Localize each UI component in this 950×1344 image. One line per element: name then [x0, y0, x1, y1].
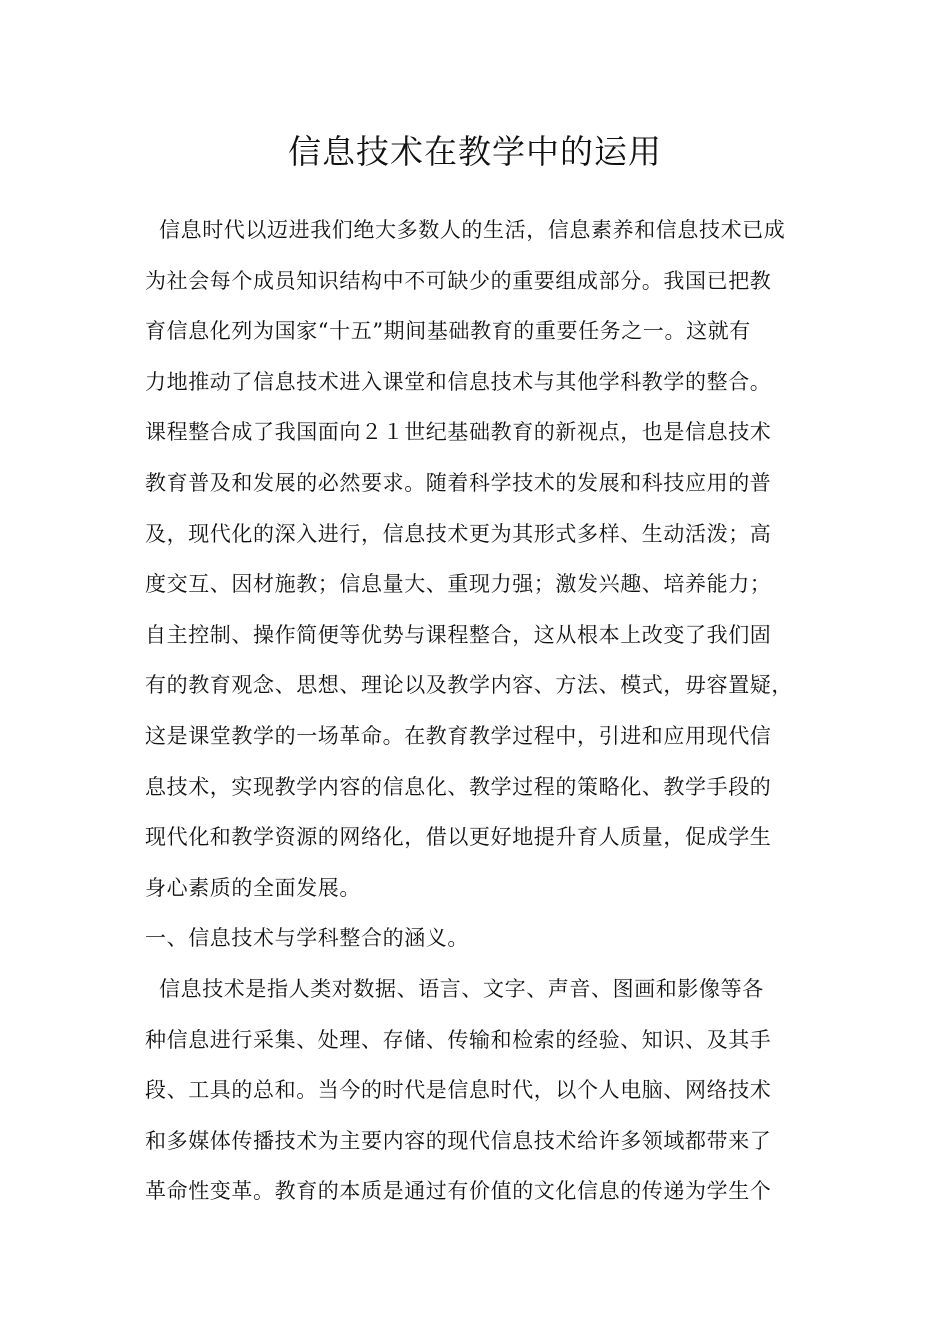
paragraph-line: 自主控制、操作简便等优势与课程整合，这从根本上改变了我们固: [145, 622, 772, 647]
paragraph-line: 息技术，实现教学内容的信息化、教学过程的策略化、教学手段的: [145, 774, 772, 799]
paragraph-line: 革命性变革。教育的本质是通过有价值的文化信息的传递为学生个: [145, 1179, 772, 1204]
paragraph-line: 为社会每个成员知识结构中不可缺少的重要组成部分。我国已把教: [145, 268, 772, 293]
paragraph-line: 这是课堂教学的一场革命。在教育教学过程中，引进和应用现代信: [145, 723, 772, 748]
paragraph-line: 信息技术是指人类对数据、语言、文字、声音、图画和影像等各: [159, 976, 764, 1001]
paragraph-line: 及，现代化的深入进行，信息技术更为其形式多样、生动活泼；高: [145, 521, 772, 546]
paragraph-line: 段、工具的总和。当今的时代是信息时代，以个人电脑、网络技术: [145, 1078, 772, 1103]
paragraph-line: 力地推动了信息技术进入课堂和信息技术与其他学科教学的整合。: [145, 369, 772, 394]
section-heading: 一、信息技术与学科整合的涵义。: [145, 926, 469, 951]
paragraph-line: 有的教育观念、思想、理论以及教学内容、方法、模式，毋容置疑，: [145, 673, 793, 698]
paragraph-line: 育信息化列为国家“十五”期间基础教育的重要任务之一。这就有: [145, 319, 751, 344]
paragraph-line: 现代化和教学资源的网络化，借以更好地提升育人质量，促成学生: [145, 825, 772, 850]
paragraph-line: 种信息进行采集、处理、存储、传输和检索的经验、知识、及其手: [145, 1027, 772, 1052]
paragraph-line: 和多媒体传播技术为主要内容的现代信息技术给许多领域都带来了: [145, 1128, 772, 1153]
paragraph-line: 课程整合成了我国面向２１世纪基础教育的新视点，也是信息技术: [145, 420, 772, 445]
paragraph-line: 教育普及和发展的必然要求。随着科学技术的发展和科技应用的普: [145, 470, 772, 495]
paragraph-line: 信息时代以迈进我们绝大多数人的生活，信息素养和信息技术已成: [159, 218, 786, 242]
document-body: [145, 205, 825, 1217]
paragraph-line: 度交互、因材施教；信息量大、重现力强；激发兴趣、培养能力；: [145, 572, 772, 597]
paragraph-line: 身心素质的全面发展。: [145, 875, 361, 900]
document-title: 信息技术在教学中的运用: [288, 132, 662, 171]
